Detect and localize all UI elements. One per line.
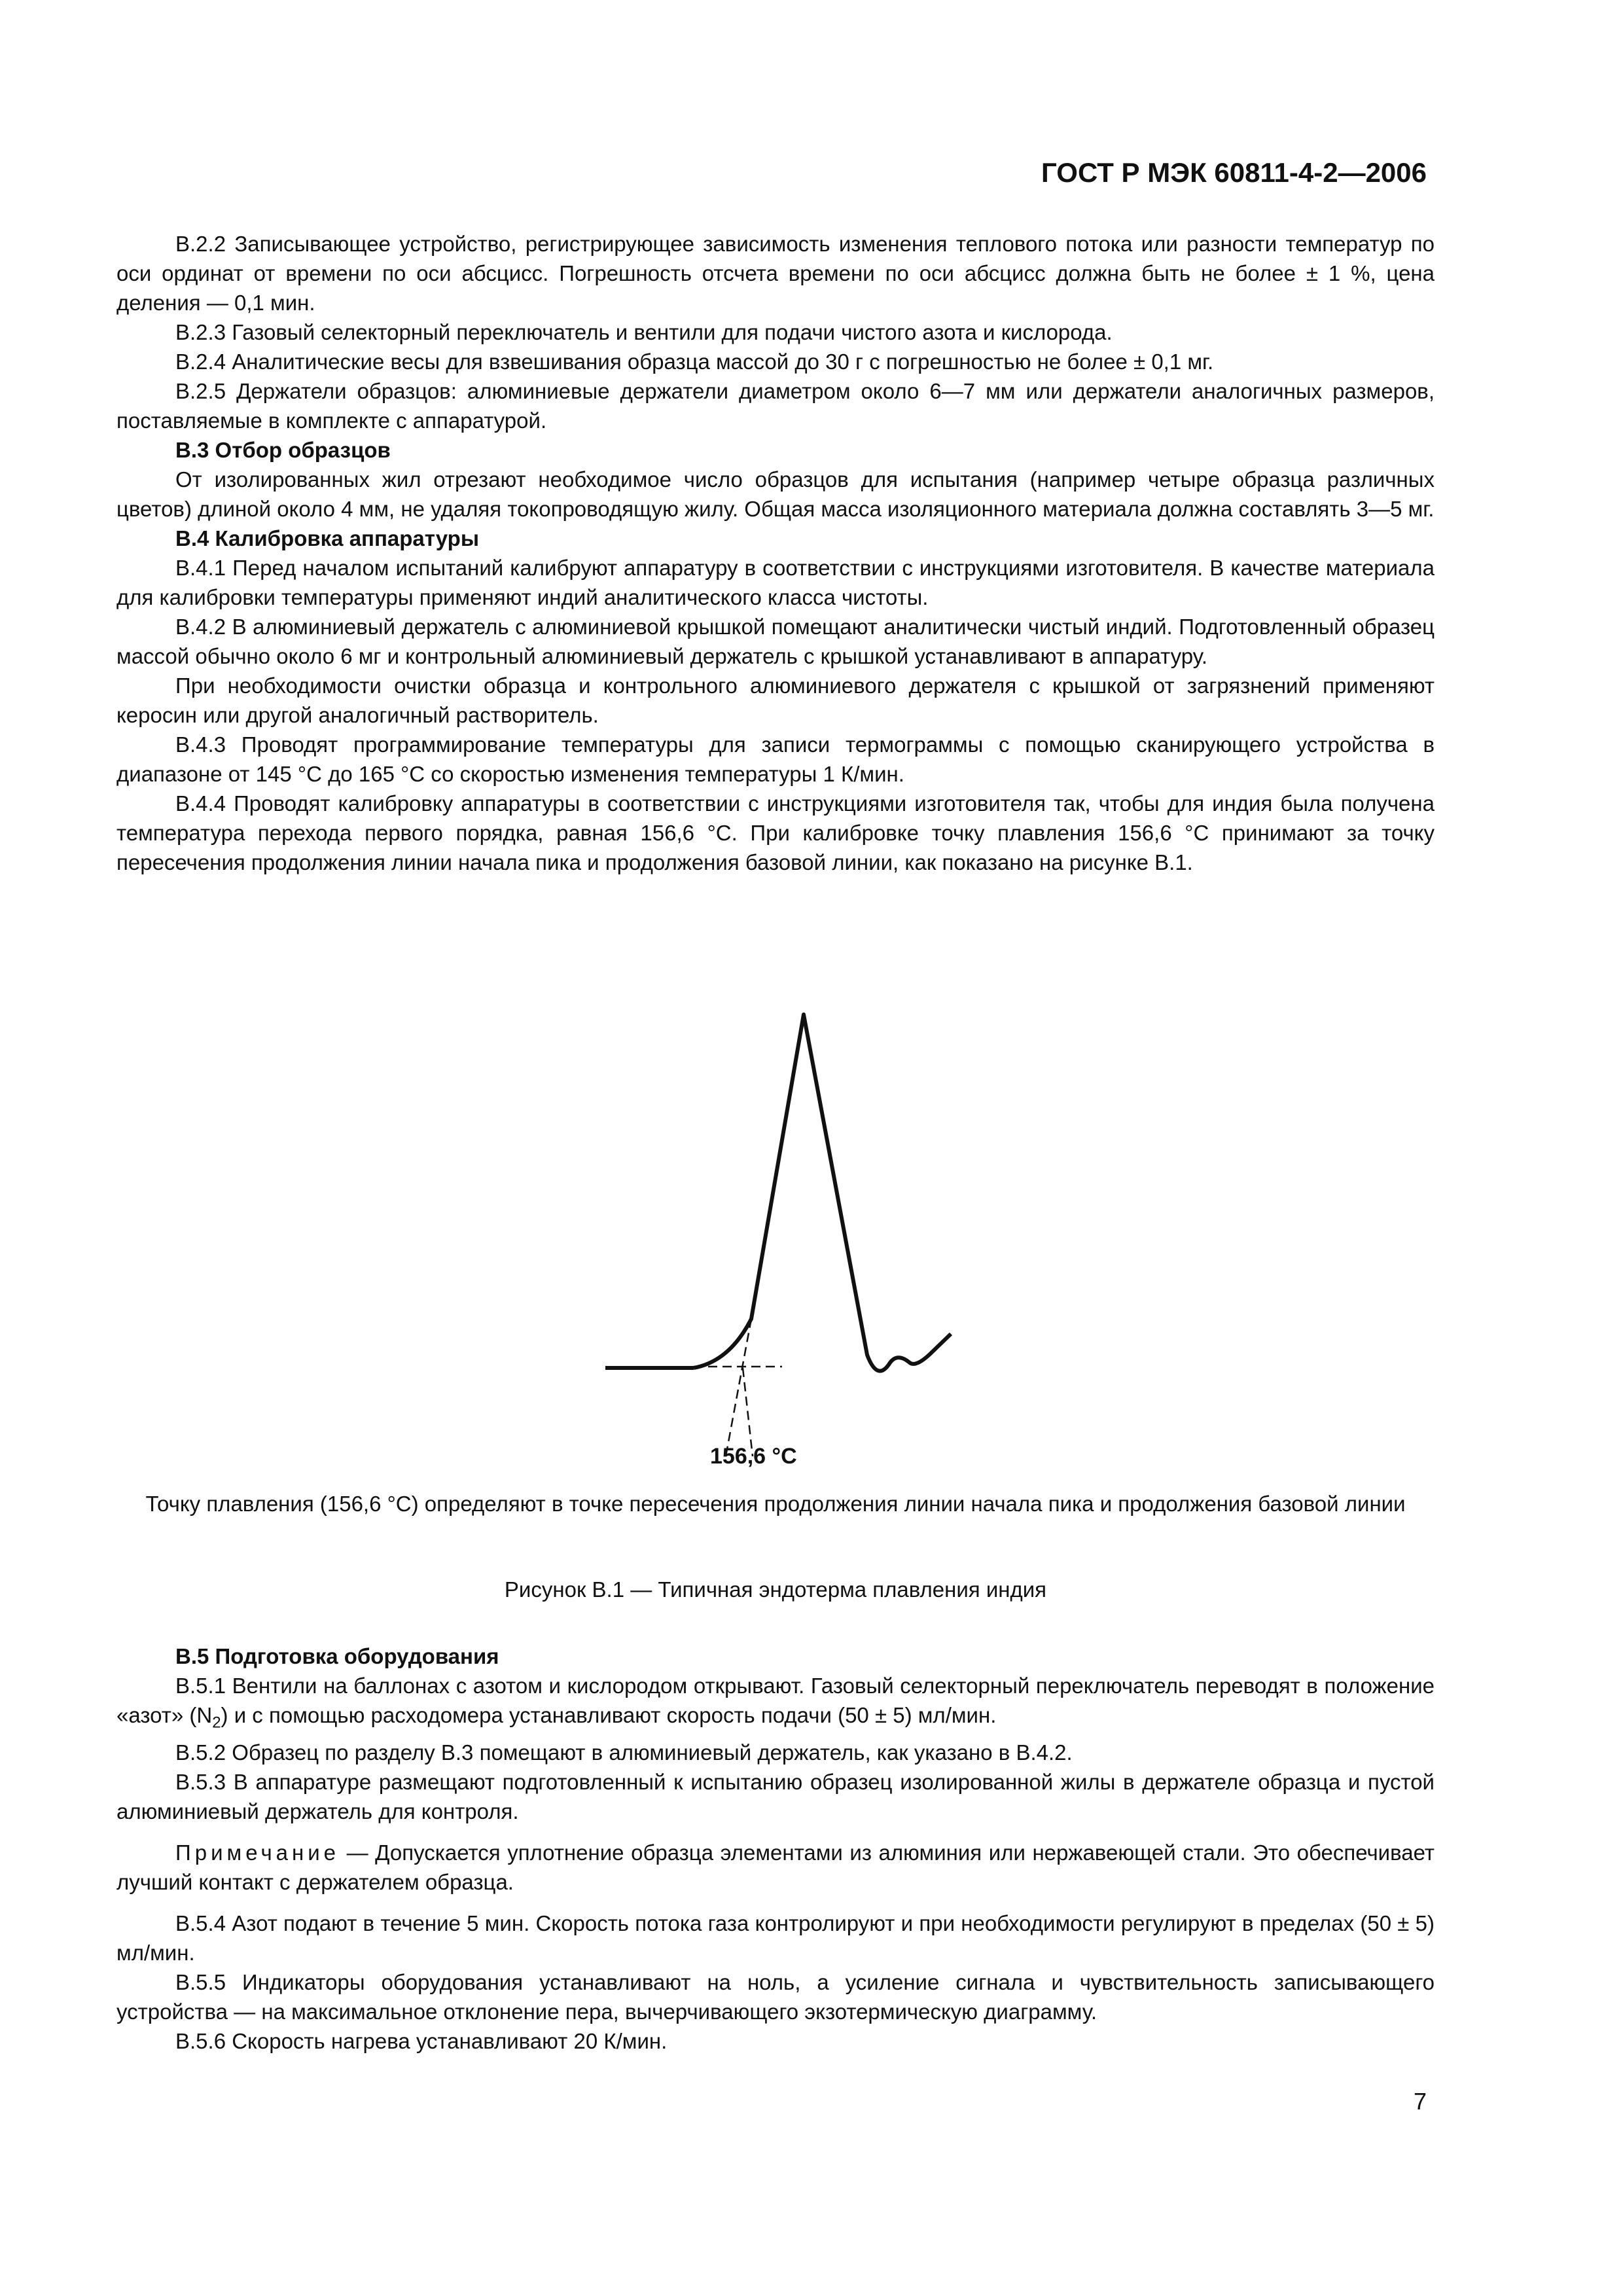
- page-number: 7: [1413, 2088, 1427, 2115]
- peak-curve: [694, 1014, 951, 1371]
- label-pointer-dashed: [743, 1368, 753, 1456]
- paragraph-b25: В.2.5 Держатели образцов: алюминиевые держатели диаметром около 6—7 мм или держатели аналогичных размеров, поставляемые в комплекте с аппаратурой.: [116, 379, 1435, 433]
- paragraph-b22: В.2.2 Записывающее устройство, регистрирующее зависимость изменения теплового потока или разности температур по оси ординат от времени по оси абсцисс. Погрешность отсчета времени по оси абсцисс должна быть не более ± 1 %, цена деления — 0,1 мин.: [116, 232, 1435, 315]
- heading-b5: В.5 Подготовка оборудования: [175, 1644, 499, 1668]
- b51-text-start: В.5.1 Вентили на баллонах с азотом и кислородом открывают. Газовый селекторный переключатель переводят в положение «азот» (N: [116, 1674, 1435, 1727]
- document-code-header: ГОСТ Р МЭК 60811-4-2—2006: [1041, 157, 1427, 188]
- paragraph-b23: В.2.3 Газовый селекторный переключатель и вентили для подачи чистого азота и кислорода.: [175, 320, 1113, 344]
- paragraph-b54: В.5.4 Азот подают в течение 5 мин. Скорость потока газа контролируют и при необходимости регулируют в пределах (50 ± 5) мл/мин.: [116, 1910, 1435, 1965]
- note-paragraph: [116, 1838, 1435, 1897]
- paragraph-b55: В.5.5 Индикаторы оборудования устанавливают на ноль, а усиление сигнала и чувствительность записывающего устройства — на максимальное отклонение пера, вычерчивающего экзотермическую диаграмму.: [116, 1969, 1435, 2024]
- paragraph-b53: В.5.3 В аппаратуре размещают подготовленный к испытанию образец изолированной жилы в держателе образца и пустой алюминиевый держатель для контроля.: [116, 1769, 1435, 1823]
- heading-b4: В.4 Калибровка аппаратуры: [175, 526, 480, 550]
- paragraph-b44: В.4.4 Проводят калибровку аппаратуры в соответствии с инструкциями изготовителя так, чтобы для индия была получена температура перехода первого порядка, равная 156,6 °С. При калибровке точку плавления 156,6 °С принимают за точку пересечения продолжения линии начала пика и продолжения базовой линии, как показано на рисунке В.1.: [116, 791, 1435, 874]
- paragraph-b3-text: От изолированных жил отрезают необходимое число образцов для испытания (например четыре образца различных цветов) длиной около 4 мм, не удаляя токопроводящую жилу. Общая масса изоляционного материала должна составлять 3—5 мг.: [116, 467, 1435, 521]
- heading-b3: В.3 Отбор образцов: [175, 438, 391, 462]
- melting-point-label: 156,6 °С: [710, 1444, 797, 1469]
- paragraph-b41: В.4.1 Перед началом испытаний калибруют аппаратуру в соответствии с инструкциями изготовителя. В качестве материала для калибровки температуры применяют индий аналитического класса чистоты.: [116, 556, 1435, 609]
- paragraph-b43: В.4.3 Проводят программирование температуры для записи термограммы с помощью сканирующего устройства в диапазоне от 145 °С до 165 °С со скоростью изменения температуры 1 К/мин.: [116, 732, 1435, 786]
- note-label: Примечание: [175, 1840, 340, 1865]
- indium-endotherm-diagram: [576, 988, 982, 1486]
- main-text-lower: [116, 1641, 1435, 2056]
- paragraph-b24: В.2.4 Аналитические весы для взвешивания образца массой до 30 г с погрешностью не более ± 0,1 мг.: [175, 350, 1214, 374]
- main-text-upper: [116, 229, 1435, 877]
- figure-title: Рисунок В.1 — Типичная эндотерма плавления индия: [504, 1577, 1047, 1602]
- paragraph-b42: В.4.2 В алюминиевый держатель с алюминиевой крышкой помещают аналитически чистый индий. Подготовленный образец массой обычно около 6 мг и контрольный алюминиевый держатель с крышкой устанавливают в аппаратуру.: [116, 615, 1435, 668]
- b51-text-end: ) и с помощью расходомера устанавливают скорость подачи (50 ± 5) мл/мин.: [221, 1703, 997, 1727]
- paragraph-b56: В.5.6 Скорость нагрева устанавливают 20 К/мин.: [175, 2028, 668, 2053]
- note-text: — Допускается уплотнение образца элементами из алюминия или нержавеющей стали. Это обеспечивает лучший контакт с держателем образца.: [116, 1840, 1435, 1894]
- subscript-2: 2: [212, 1713, 221, 1732]
- paragraph-b52: В.5.2 Образец по разделу В.3 помещают в алюминиевый держатель, как указано в В.4.2.: [175, 1740, 1073, 1765]
- paragraph-cleaning: При необходимости очистки образца и контрольного алюминиевого держателя с крышкой от загрязнений применяют керосин или другой аналогичный растворитель.: [116, 673, 1435, 727]
- figure-explanation: Точку плавления (156,6 °С) определяют в точке пересечения продолжения линии начала пика и продолжения базовой линии: [145, 1492, 1406, 1516]
- paragraph-b51: [116, 1671, 1435, 1738]
